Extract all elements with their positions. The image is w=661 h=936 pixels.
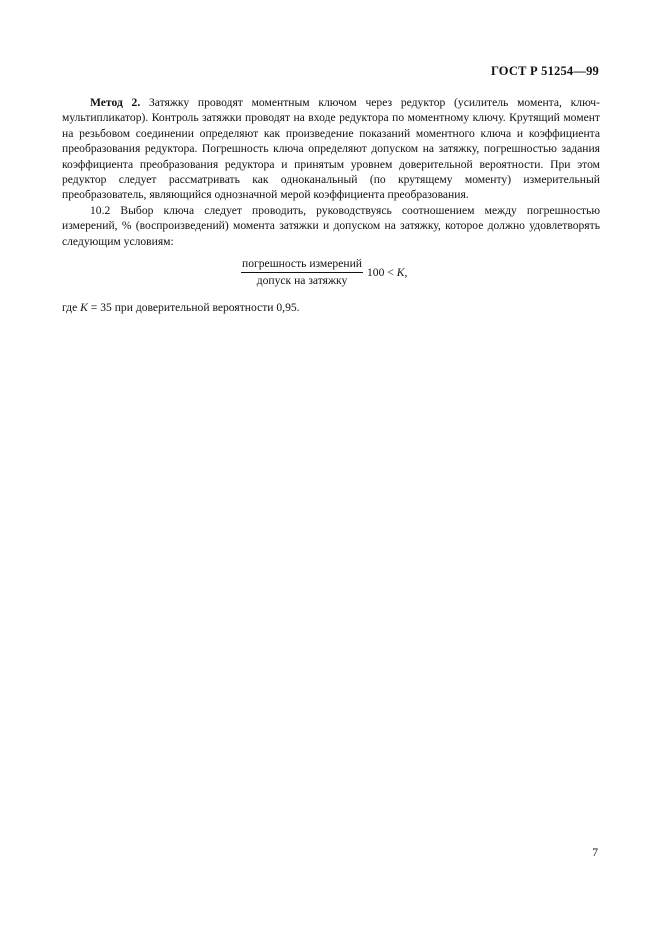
formula-rest (367, 266, 407, 279)
method-2-lead: Метод 2. (90, 96, 141, 109)
formula-fraction (241, 257, 363, 288)
standard-code-header: ГОСТ Р 51254—99 (490, 64, 599, 78)
formula-variable: K (396, 266, 405, 279)
where-rest: = 35 при доверительной вероятности 0,95. (90, 301, 300, 314)
page-number: 7 (592, 846, 598, 859)
method-2-block (62, 95, 600, 249)
paragraph-10-2: 10.2 Выбор ключа следует проводить, руководствуясь соотношением между погрешностью измерений, % (воспроизведений) момента затяжки и допуском на затяжку, которое должно удовлетворять следующим условиям: (62, 203, 600, 248)
formula-multiplier: 100 < (366, 266, 394, 279)
method-2-text: Затяжку проводят моментным ключом через редуктор (усилитель момента, ключ-мультипликатор). Контроль затяжки проводят на входе редуктора по моментному ключу. Крутящий момент на резьбовом соединении определяют как произведение показаний моментного ключа и коэффициента преобразования редуктора. Погрешность ключа определяют допуском на затяжку, погрешностью задания коэффициента преобразования редуктора и принятым уровнем доверительной вероятности. При этом редуктор следует рассматривать как одноканальный (по крутящему моменту) измерительный преобразователь, являющийся однозначной мерой коэффициента преобразования. (62, 96, 600, 202)
formula-denominator: допуск на затяжку (256, 274, 348, 287)
where-variable: K (80, 301, 88, 314)
where-prefix: где (62, 301, 78, 314)
ratio-formula (241, 257, 407, 288)
where-clause (62, 301, 300, 314)
formula-numerator: погрешность измерений (241, 257, 363, 273)
paragraph-method-2 (62, 95, 600, 203)
formula-trailing: , (404, 266, 408, 279)
